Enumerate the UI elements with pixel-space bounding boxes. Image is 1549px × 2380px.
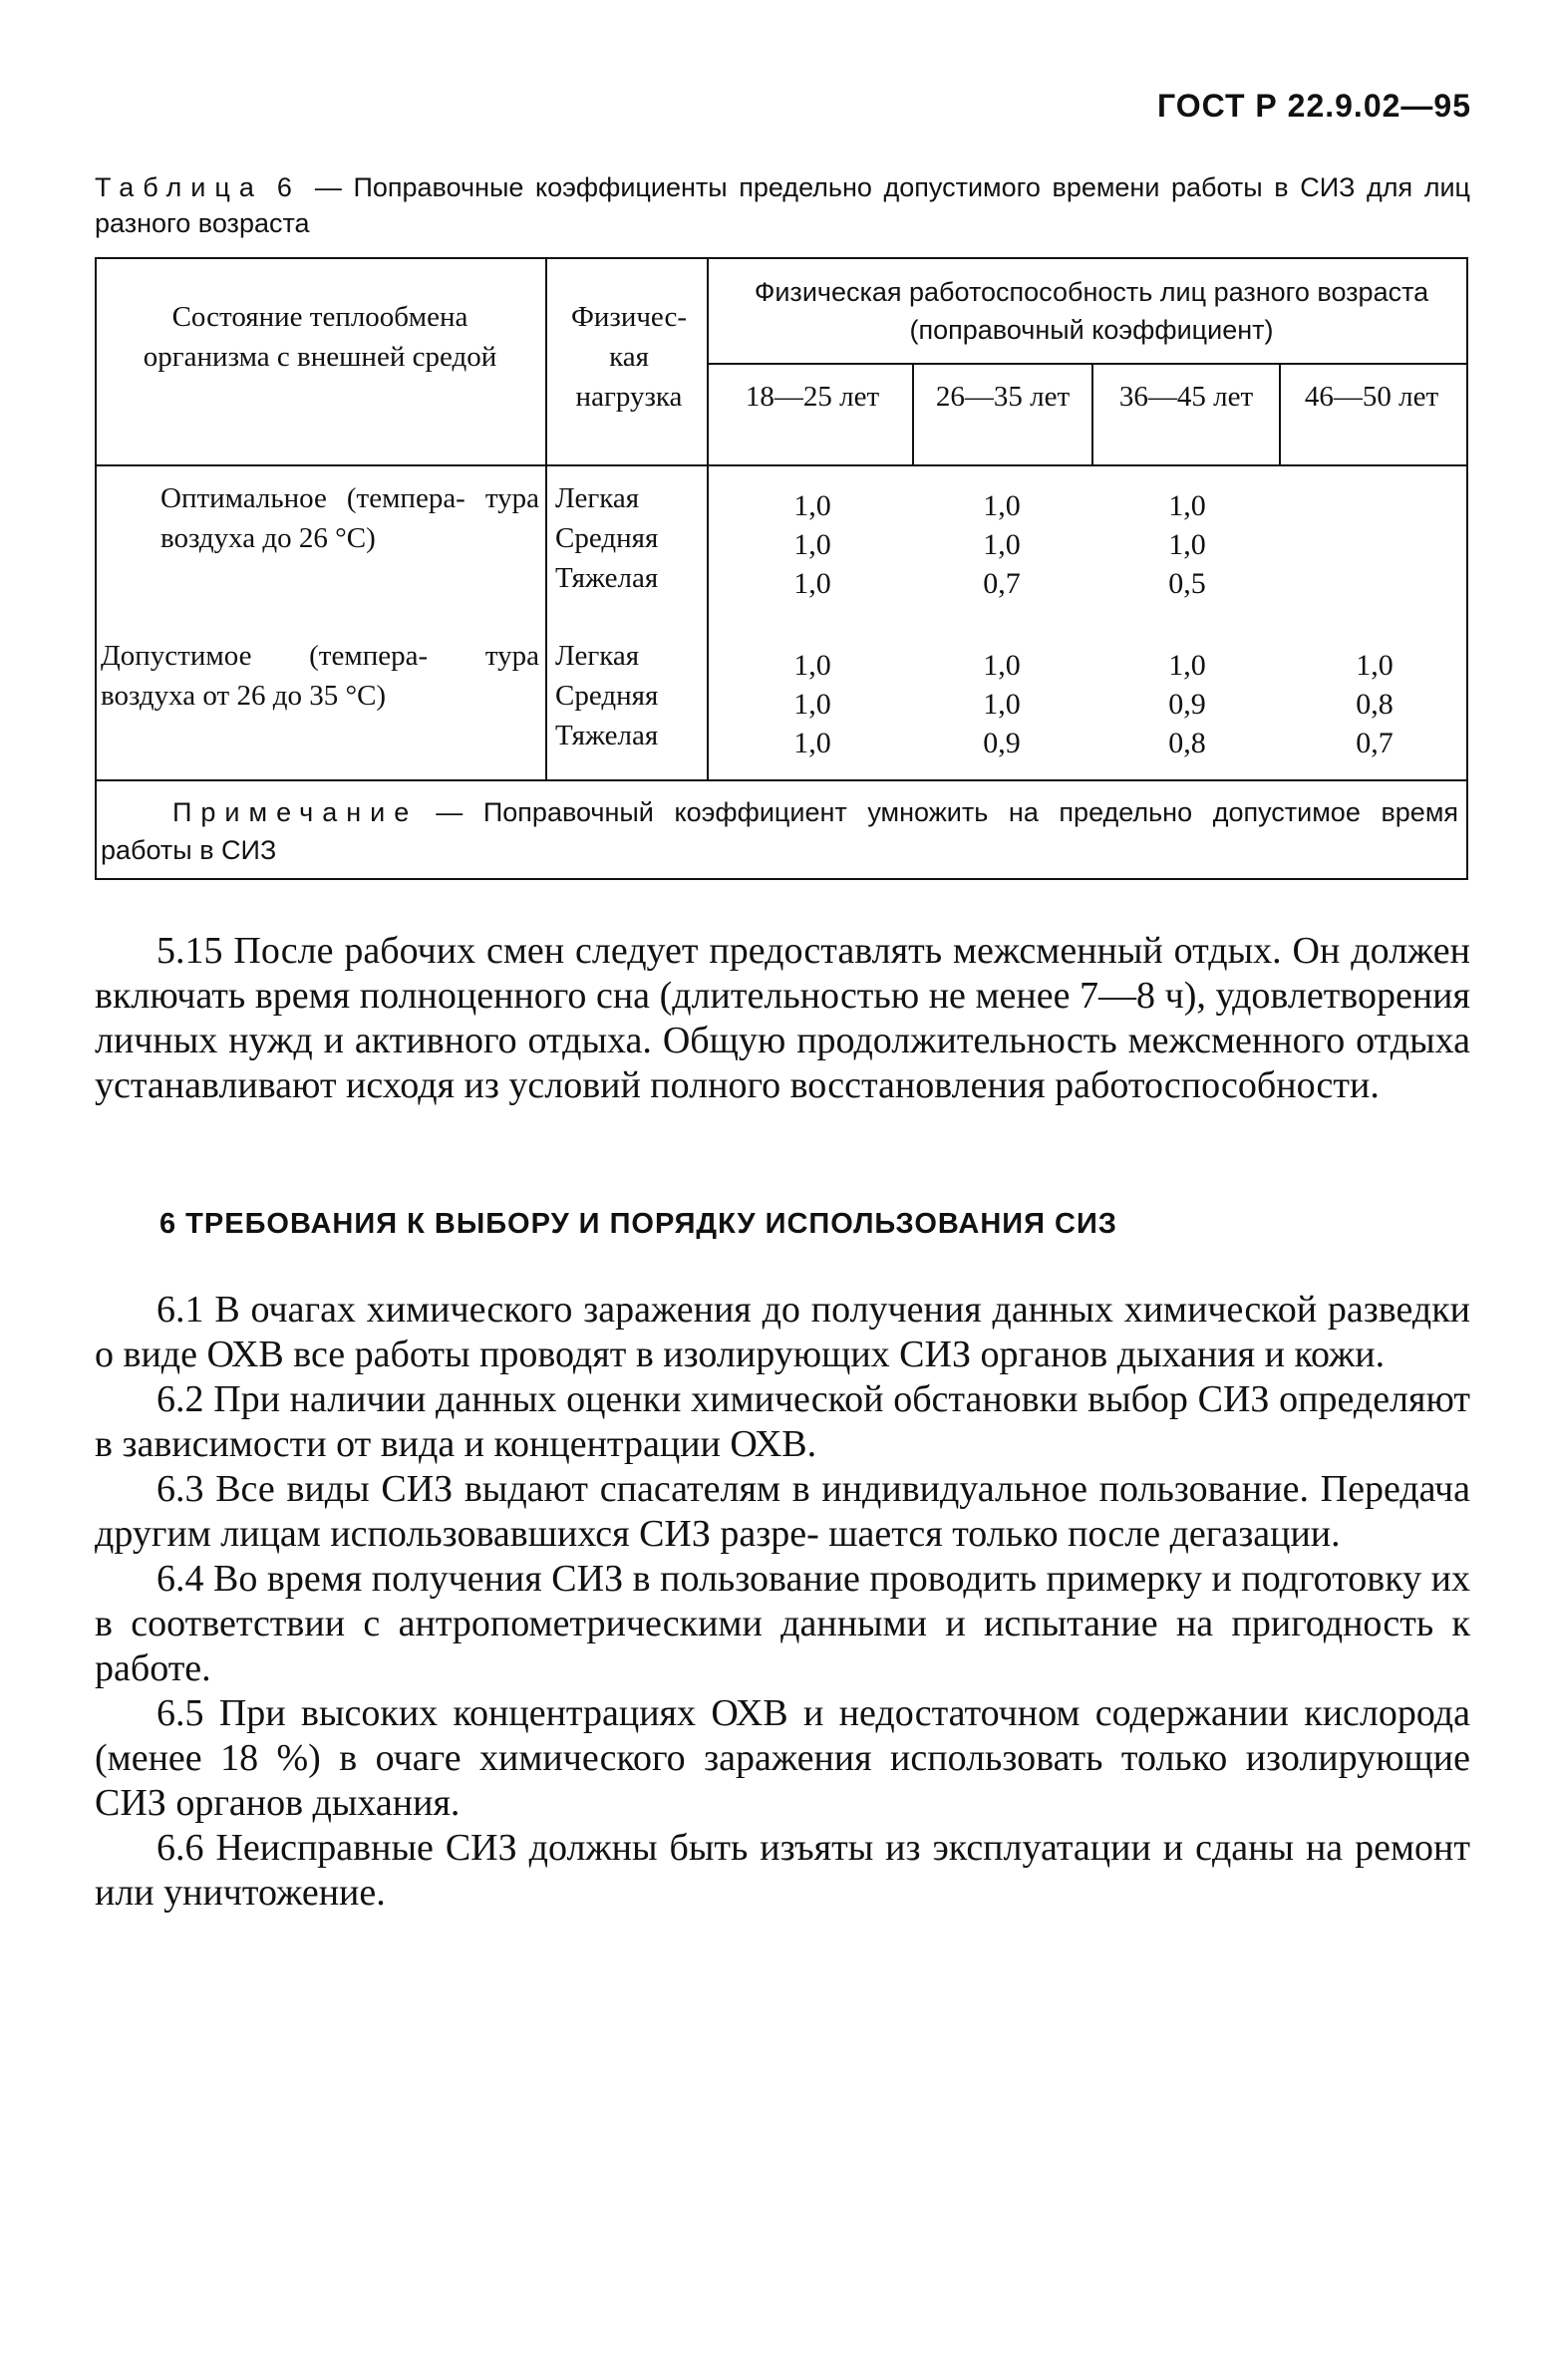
document-header: ГОСТ Р 22.9.02—95 — [1157, 88, 1471, 124]
table-value: 1,0 — [793, 688, 831, 721]
table-value: 1,0 — [1168, 528, 1206, 561]
table-value: 0,8 — [1168, 727, 1206, 759]
table-value: 1,0 — [793, 727, 831, 759]
table-value: 0,7 — [1356, 727, 1394, 759]
header-age-36-45: 36—45 лет — [1118, 381, 1254, 413]
table-value: 1,0 — [1168, 489, 1206, 522]
table-value: 0,8 — [1356, 688, 1394, 721]
paragraph-5-15 — [95, 929, 1470, 1108]
paragraph-6-3: 6.3 Все виды СИЗ выдают спасателям в индивидуальное пользование. Передача другим лицам использовавшихся СИЗ разре- шается только после дегазации. — [95, 1468, 1470, 1555]
table-divider — [1091, 363, 1093, 464]
table-value: 1,0 — [983, 528, 1021, 561]
header-age-46-50: 46—50 лет — [1304, 381, 1439, 413]
load-label: Средняя — [555, 522, 659, 554]
table-value: 1,0 — [793, 649, 831, 682]
header-age-18-25: 18—25 лет — [745, 381, 880, 413]
paragraph-text: 5.15 После рабочих смен следует предоставлять межсменный отдых. Он должен включать время полноценного сна (длительностью не менее 7—8 ч), удовлетворения личных нужд и активного отдыха. Общую продолжительность межсменного отдыха устанавливают исходя из условий полного восстановления работоспособности. — [95, 930, 1470, 1106]
table-value: 1,0 — [793, 489, 831, 522]
caption-label: Таблица — [95, 172, 263, 202]
paragraph-6-1: 6.1 В очагах химического заражения до получения данных химической разведки о виде ОХВ все работы проводят в изолирующих СИЗ органов дыхания и кожи. — [95, 1289, 1470, 1375]
table-note — [101, 793, 1458, 869]
load-label: Тяжелая — [555, 562, 659, 594]
header-load: Физичес- кая нагрузка — [570, 301, 688, 413]
header-state: Состояние теплообмена организма с внешней средой — [143, 301, 497, 373]
table-divider — [95, 464, 1468, 466]
note-text: — Поправочный коэффициент умножить на предельно допустимое время работы в СИЗ — [101, 797, 1458, 865]
section-heading: 6 ТРЕБОВАНИЯ К ВЫБОРУ И ПОРЯДКУ ИСПОЛЬЗОВАНИЯ СИЗ — [159, 1208, 1117, 1240]
header-age-26-35: 26—35 лет — [935, 381, 1071, 413]
load-label: Легкая — [555, 482, 640, 514]
caption-number: 6 — [276, 172, 301, 202]
table-value: 0,9 — [1168, 688, 1206, 721]
table-divider — [545, 257, 547, 779]
section-6-paragraphs — [95, 1288, 1470, 1916]
table-value: 1,0 — [1168, 649, 1206, 682]
table-caption — [95, 169, 1470, 241]
table-value: 0,9 — [983, 727, 1021, 759]
table-value: 0,5 — [1168, 567, 1206, 600]
paragraph-6-5: 6.5 При высоких концентрациях ОХВ и недостаточном содержании кислорода (менее 18 %) в очаге химического заражения использовать только изолирующие СИЗ органов дыхания. — [95, 1692, 1470, 1824]
paragraph-6-2: 6.2 При наличии данных оценки химической обстановки выбор СИЗ определяют в зависимости от вида и концентрации ОХВ. — [95, 1378, 1470, 1465]
table-divider — [95, 779, 1468, 781]
note-label: Примечание — [172, 797, 419, 827]
table-divider — [707, 363, 1468, 365]
table-value: 1,0 — [983, 688, 1021, 721]
correction-table — [95, 257, 1468, 880]
table-value: 1,0 — [793, 567, 831, 600]
caption-text: — Поправочные коэффициенты предельно допустимого времени работы в СИЗ для лиц разного возраста — [95, 172, 1470, 238]
table-value: 1,0 — [793, 528, 831, 561]
load-label: Тяжелая — [555, 720, 659, 751]
table-divider — [707, 257, 709, 779]
paragraph-6-4: 6.4 Во время получения СИЗ в пользование проводить примерку и подготовку их в соответствии с антропометрическими данными и испытание на пригодность к работе. — [95, 1558, 1470, 1689]
header-capacity: Физическая работоспособность лиц разного возраста (поправочный коэффициент) — [754, 277, 1429, 345]
table-value: 1,0 — [1356, 649, 1394, 682]
table-divider — [1279, 363, 1281, 464]
table-value: 1,0 — [983, 489, 1021, 522]
group-state-optimal: Оптимальное (темпера- тура воздуха до 26 °С) — [160, 482, 539, 554]
group-state-permissible: Допустимое (темпера- тура воздуха от 26 до 35 °С) — [101, 640, 539, 712]
table-value: 0,7 — [983, 567, 1021, 600]
paragraph-6-6: 6.6 Неисправные СИЗ должны быть изъяты из эксплуатации и сданы на ремонт или уничтожение. — [95, 1827, 1470, 1914]
load-label: Легкая — [555, 640, 640, 672]
table-divider — [912, 363, 914, 464]
load-label: Средняя — [555, 680, 659, 712]
table-value: 1,0 — [983, 649, 1021, 682]
